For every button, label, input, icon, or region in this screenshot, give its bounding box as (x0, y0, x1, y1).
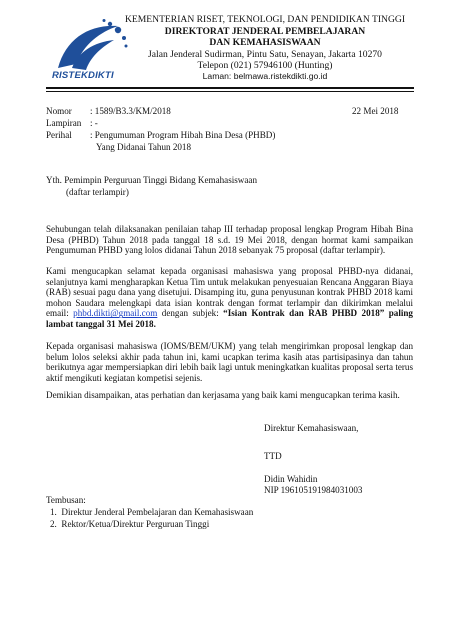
tembusan-item: 1. Direktur Jenderal Pembelajaran dan Kemahasiswaan (50, 507, 254, 517)
addressee-line-2: (daftar terlampir) (66, 187, 129, 197)
email-link[interactable]: phbd.dikti@gmail.com (73, 308, 158, 319)
tembusan-item-1: Direktur Jenderal Pembelajaran dan Kemahasiswaan (61, 507, 254, 517)
signature-ttd: TTD (264, 451, 282, 461)
nomor-value: : 1589/B3.3/KM/2018 (90, 106, 171, 116)
lampiran-value: : - (90, 118, 98, 128)
signatory-nip: NIP 196105191984031003 (264, 485, 363, 495)
perihal-label: Perihal (46, 130, 72, 140)
ministry-name: KEMENTERIAN RISET, TEKNOLOGI, DAN PENDIDIKAN TINGGI (124, 14, 406, 25)
body-paragraph-3: Kepada organisasi mahasiswa (IOMS/BEM/UKM) yang telah mengirimkan proposal lengkap dan belum lolos seleksi akhir pada tahun ini, kami ucapkan terima kasih atas partisipasinya dan tahun berikutnya agar mempersiapkan diri lebih baik lagi untuk meningkatkan kualitas proposal serta terus aktif mengikuti kegiatan kompetisi sejenis. (46, 341, 413, 383)
lampiran-label: Lampiran (46, 118, 82, 128)
body-paragraph-4: Demikian disampaikan, atas perhatian dan kerjasama yang baik kami mengucapkan terima kasih. (46, 390, 400, 400)
addressee-line-1: Yth. Pemimpin Perguruan Tinggi Bidang Kemahasiswaan (46, 175, 257, 185)
perihal-value-1: : Pengumuman Program Hibah Bina Desa (PHBD) (90, 130, 276, 140)
signatory-title: Direktur Kemahasiswaan, (264, 423, 359, 433)
website: Laman: belmawa.ristekdikti.go.id (202, 71, 328, 81)
letter-date: 22 Mei 2018 (352, 106, 399, 116)
body-paragraph-2 (46, 266, 413, 330)
directorate-line-2: DAN KEMAHASISWAAN (209, 37, 321, 48)
header-rule-thin (46, 91, 414, 92)
address: Jalan Jenderal Sudirman, Pintu Satu, Senayan, Jakarta 10270 (148, 49, 382, 60)
signatory-name: Didin Wahidin (264, 474, 318, 484)
nomor-label: Nomor (46, 106, 72, 116)
tembusan-item-2: Rektor/Ketua/Direktur Perguruan Tinggi (61, 519, 210, 529)
subject-prefix: dengan subjek: (161, 308, 219, 319)
body-paragraph-1: Sehubungan telah dilaksanakan penilaian tahap III terhadap proposal lengkap Program Hibah Bina Desa (PHBD) Tahun 2018 pada tanggal 18 s.d. 19 Mei 2018, dengan hormat kami sampaikan Pengumuman PHBD yang lolos didanai Tahun 2018 sebanyak 75 proposal (daftar terlampir). (46, 224, 413, 256)
logo-wordmark: RISTEKDIKTI (52, 70, 114, 81)
directorate-line-1: DIREKTORAT JENDERAL PEMBELAJARAN (164, 26, 366, 37)
tembusan-label: Tembusan: (46, 495, 86, 505)
paragraph-2-text: Kami mengucapkan selamat kepada organisasi mahasiswa yang proposal PHBD-nya didanai, selanjutnya kami mengharapkan Ketua Tim untuk melakukan penyesuaian Rencana Anggaran Biaya (RAB) sesuai pagu dana yang disetujui. Disamping itu, guna penyusunan kontrak PHBD 2018 kami mohon Saudara melengkapi data isian kontrak dengan format terlampir dan dikirimkan melalui email: (46, 266, 413, 319)
phone: Telepon (021) 57946100 (Hunting) (197, 60, 333, 71)
subject-deadline: “Isian Kontrak dan RAB PHBD 2018” paling lambat tanggal 31 Mei 2018. (46, 308, 413, 329)
tembusan-item: 2. Rektor/Ketua/Direktur Perguruan Tinggi (50, 519, 210, 529)
header-rule-thick (46, 87, 414, 89)
perihal-value-2: Yang Didanai Tahun 2018 (96, 142, 192, 152)
